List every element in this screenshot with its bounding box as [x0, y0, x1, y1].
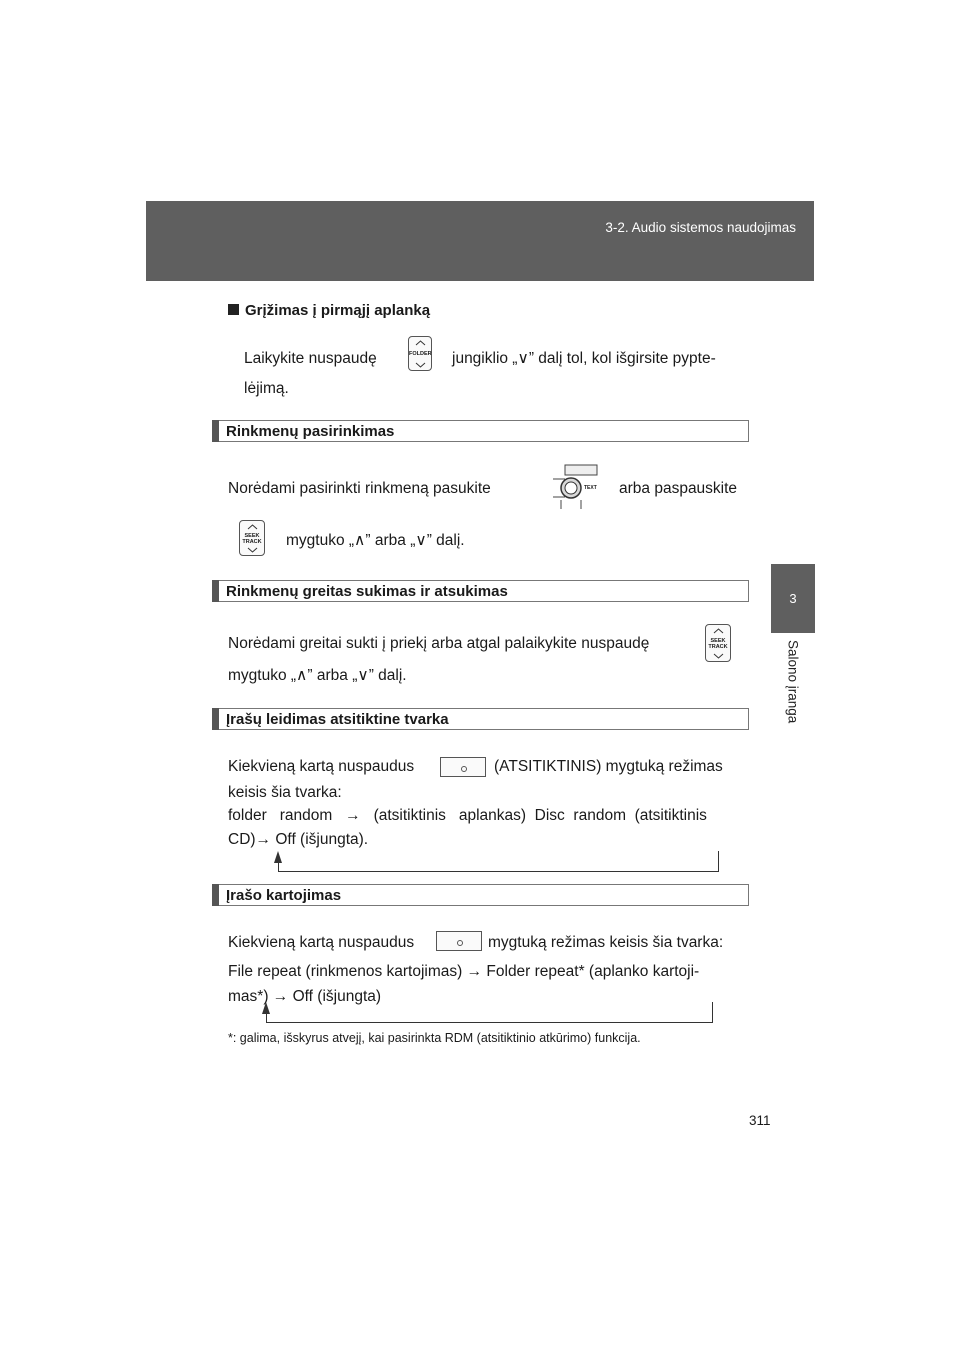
folder-label: FOLDER — [409, 351, 432, 357]
seek-track-icon — [239, 520, 265, 556]
sec4-line1-b: mygtuką režimas keisis šia tvarka: — [488, 934, 724, 951]
square-bullet-icon — [228, 304, 239, 315]
p1-line1-a: Laikykite nuspaudę — [244, 350, 377, 367]
section-title: Įrašo kartojimas — [226, 887, 342, 904]
sec2-line1: Norėdami greitai sukti į priekį arba atgal palaikykite nuspaudę — [228, 635, 650, 652]
sec4-line3: mas*) → Off (išjungta) — [228, 988, 382, 1005]
track-label: TRACK — [242, 539, 262, 545]
cycle-arrow-diagram-2 — [262, 1002, 714, 1024]
section-title: Įrašų leidimas atsitiktine tvarka — [226, 711, 449, 728]
section-title: Rinkmenų greitas sukimas ir atsukimas — [226, 583, 508, 600]
repeat-button-icon — [436, 931, 482, 951]
sec3-line4: CD)→ Off (išjungta). — [228, 831, 369, 848]
chapter-label-text: Salono įranga — [785, 640, 801, 724]
random-button-icon — [440, 757, 486, 777]
page-header — [146, 201, 814, 281]
sec1-line2: mygtuko „∧” arba „∨” dalį. — [286, 532, 465, 549]
subhead-title: Grįžimas į pirmąjį aplanką — [245, 302, 431, 319]
sec3-line1-b: (ATSITIKTINIS) mygtuką režimas — [494, 758, 723, 775]
chapter-number: 3 — [789, 591, 797, 606]
page-number: 311 — [749, 1113, 771, 1128]
chapter-tab — [771, 564, 815, 633]
section-header-file-selection — [212, 420, 749, 442]
folder-switch-icon — [408, 336, 432, 371]
section-header-random-playback — [212, 708, 749, 730]
p1-line2: lėjimą. — [244, 380, 289, 397]
header-title: 3-2. Audio sistemos naudojimas — [605, 220, 796, 235]
footnote: *: galima, išskyrus atvejį, kai pasirinkta RDM (atsitiktinio atkūrimo) funkcija. — [228, 1031, 641, 1045]
cycle-arrow-diagram — [274, 851, 720, 873]
subhead — [228, 302, 430, 319]
section-header-repeat — [212, 884, 749, 906]
p1-line1-b: jungiklio „∨” dalį tol, kol išgirsite pypte- — [452, 350, 716, 367]
section-header-fast-forward-rewind — [212, 580, 749, 602]
sec4-line2: File repeat (rinkmenos kartojimas) → Folder repeat* (aplanko kartoji- — [228, 963, 700, 980]
chapter-label — [771, 640, 815, 740]
tune-knob-icon — [551, 463, 601, 511]
sec3-line3: folder random → (atsitiktinis aplankas) Disc random (atsitiktinis — [228, 807, 707, 824]
sec2-line2: mygtuko „∧” arba „∨” dalį. — [228, 667, 407, 684]
seek-track-icon-2 — [705, 624, 731, 662]
sec1-line1-a: Norėdami pasirinkti rinkmeną pasukite — [228, 480, 491, 497]
seek-label: SEEK — [710, 638, 726, 644]
sec3-line2: keisis šia tvarka: — [228, 784, 342, 801]
seek-label: SEEK — [244, 533, 260, 539]
section-title: Rinkmenų pasirinkimas — [226, 423, 395, 440]
sec1-line1-b: arba paspauskite — [619, 480, 738, 497]
knob-label: TEXT — [584, 485, 597, 491]
track-label: TRACK — [708, 644, 728, 650]
sec3-line1-a: Kiekvieną kartą nuspaudus — [228, 758, 415, 775]
sec4-line1-a: Kiekvieną kartą nuspaudus — [228, 934, 415, 951]
